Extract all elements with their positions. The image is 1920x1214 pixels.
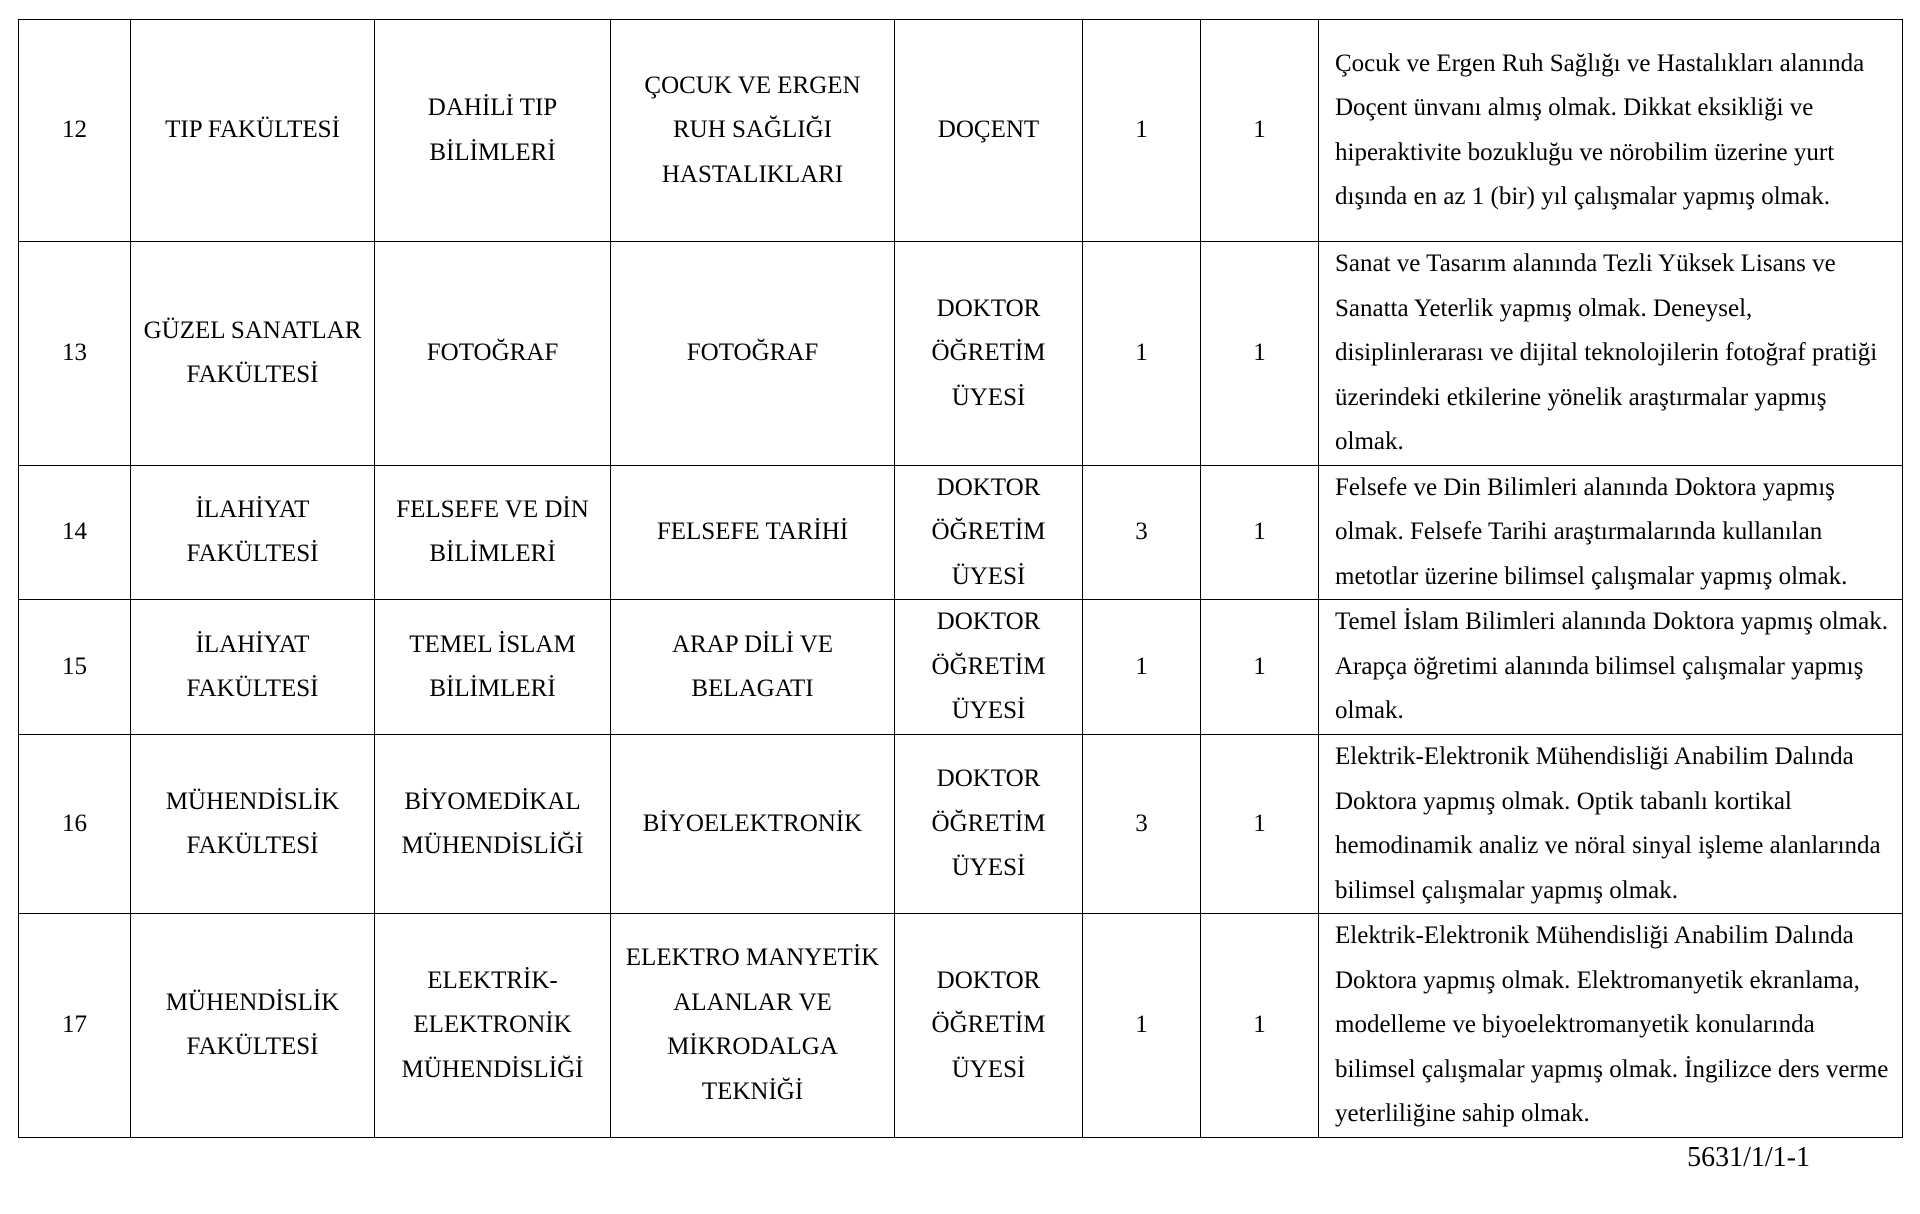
faculty-cell: MÜHENDİSLİK FAKÜLTESİ [131, 735, 375, 914]
count-cell: 1 [1201, 242, 1319, 466]
faculty-cell: İLAHİYAT FAKÜLTESİ [131, 600, 375, 735]
degree-cell: 1 [1083, 600, 1201, 735]
row-number: 12 [19, 20, 131, 242]
row-number: 15 [19, 600, 131, 735]
table-row [19, 600, 1903, 735]
document-number: 5631/1/1-1 [1687, 1142, 1810, 1173]
title-cell: DOKTOR ÖĞRETİM ÜYESİ [895, 242, 1083, 466]
requirements-cell: Felsefe ve Din Bilimleri alanında Doktora yapmış olmak. Felsefe Tarihi araştırmalarında kullanılan metotlar üzerine bilimsel çalışmalar yapmış olmak. [1319, 465, 1903, 600]
row-number: 13 [19, 242, 131, 466]
department-cell: BİYOMEDİKAL MÜHENDİSLİĞİ [375, 735, 611, 914]
row-number: 16 [19, 735, 131, 914]
requirements-cell: Temel İslam Bilimleri alanında Doktora yapmış olmak. Arapça öğretimi alanında bilimsel çalışmalar yapmış olmak. [1319, 600, 1903, 735]
table-row [19, 735, 1903, 914]
faculty-cell: TIP FAKÜLTESİ [131, 20, 375, 242]
requirements-cell: Çocuk ve Ergen Ruh Sağlığı ve Hastalıkları alanında Doçent ünvanı almış olmak. Dikkat eksikliği ve hiperaktivite bozukluğu ve nörobilim üzerine yurt dışında en az 1 (bir) yıl çalışmalar yapmış olmak. [1319, 20, 1903, 242]
row-number: 14 [19, 465, 131, 600]
division-cell: ARAP DİLİ VE BELAGATI [611, 600, 895, 735]
table-row [19, 914, 1903, 1138]
table-row [19, 242, 1903, 466]
requirements-cell: Elektrik-Elektronik Mühendisliği Anabilim Dalında Doktora yapmış olmak. Elektromanyetik ekranlama, modelleme ve biyoelektromanyetik konularında bilimsel çalışmalar yapmış olmak. İngilizce ders verme yeterliliğine sahip olmak. [1319, 914, 1903, 1138]
title-cell: DOKTOR ÖĞRETİM ÜYESİ [895, 914, 1083, 1138]
degree-cell: 1 [1083, 20, 1201, 242]
count-cell: 1 [1201, 735, 1319, 914]
title-cell: DOKTOR ÖĞRETİM ÜYESİ [895, 465, 1083, 600]
division-cell: FOTOĞRAF [611, 242, 895, 466]
faculty-cell: MÜHENDİSLİK FAKÜLTESİ [131, 914, 375, 1138]
department-cell: FELSEFE VE DİN BİLİMLERİ [375, 465, 611, 600]
table-row [19, 465, 1903, 600]
degree-cell: 1 [1083, 914, 1201, 1138]
degree-cell: 1 [1083, 242, 1201, 466]
title-cell: DOKTOR ÖĞRETİM ÜYESİ [895, 735, 1083, 914]
requirements-cell: Sanat ve Tasarım alanında Tezli Yüksek Lisans ve Sanatta Yeterlik yapmış olmak. Deneysel, disiplinlerarası ve dijital teknolojilerin fotoğraf pratiği üzerindeki etkilerine yönelik araştırmalar yapmış olmak. [1319, 242, 1903, 466]
department-cell: FOTOĞRAF [375, 242, 611, 466]
department-cell: DAHİLİ TIP BİLİMLERİ [375, 20, 611, 242]
count-cell: 1 [1201, 600, 1319, 735]
department-cell: ELEKTRİK-ELEKTRONİK MÜHENDİSLİĞİ [375, 914, 611, 1138]
title-cell: DOÇENT [895, 20, 1083, 242]
faculty-cell: GÜZEL SANATLAR FAKÜLTESİ [131, 242, 375, 466]
title-cell: DOKTOR ÖĞRETİM ÜYESİ [895, 600, 1083, 735]
table-row [19, 20, 1903, 242]
count-cell: 1 [1201, 20, 1319, 242]
degree-cell: 3 [1083, 465, 1201, 600]
row-number: 17 [19, 914, 131, 1138]
count-cell: 1 [1201, 465, 1319, 600]
degree-cell: 3 [1083, 735, 1201, 914]
department-cell: TEMEL İSLAM BİLİMLERİ [375, 600, 611, 735]
position-listing-table [18, 19, 1903, 1138]
count-cell: 1 [1201, 914, 1319, 1138]
division-cell: ÇOCUK VE ERGEN RUH SAĞLIĞI HASTALIKLARI [611, 20, 895, 242]
division-cell: BİYOELEKTRONİK [611, 735, 895, 914]
requirements-cell: Elektrik-Elektronik Mühendisliği Anabilim Dalında Doktora yapmış olmak. Optik tabanlı kortikal hemodinamik analiz ve nöral sinyal işleme alanlarında bilimsel çalışmalar yapmış olmak. [1319, 735, 1903, 914]
faculty-cell: İLAHİYAT FAKÜLTESİ [131, 465, 375, 600]
division-cell: ELEKTRO MANYETİK ALANLAR VE MİKRODALGA TEKNİĞİ [611, 914, 895, 1138]
division-cell: FELSEFE TARİHİ [611, 465, 895, 600]
